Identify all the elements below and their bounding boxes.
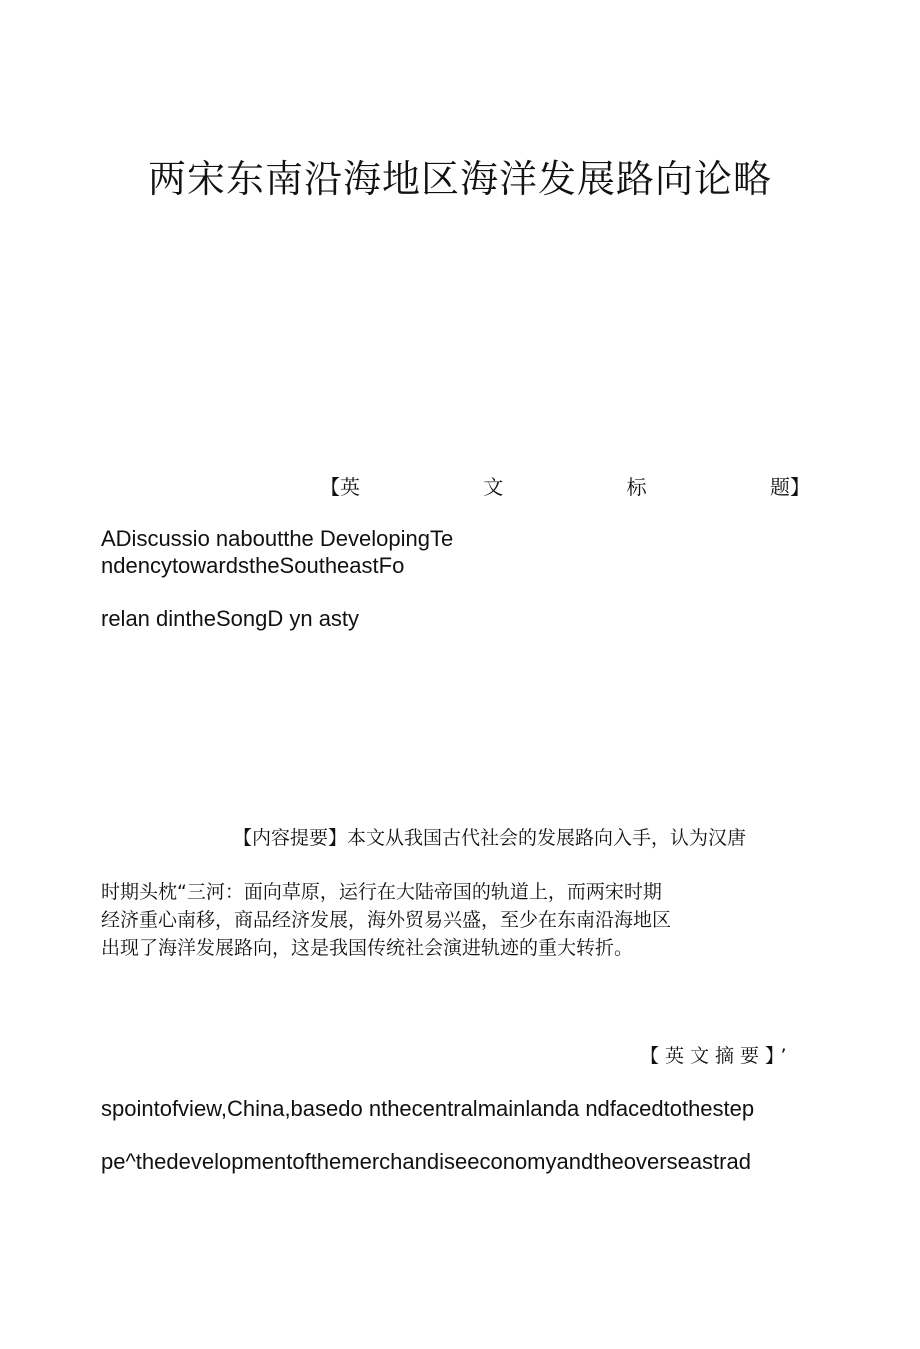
english-title-line: ADiscussio naboutthe DevelopingTe — [101, 526, 454, 551]
english-abstract-line: pe^thedevelopmentofthemerchandiseeconomyandtheoverseastrad — [101, 1149, 751, 1174]
abstract-line: 出现了海洋发展路向，这是我国传统社会演进轨迹的重大转折。 — [101, 937, 634, 959]
heading-char: 标 — [626, 475, 647, 499]
english-abstract-line: spointofview,China,basedo nthecentralmainlanda ndfacedtothestep — [101, 1096, 755, 1121]
english-abstract-heading: 【英文摘要】’ — [640, 1045, 793, 1067]
abstract-heading-line: 【内容提要】本文从我国古代社会的发展路向入手，认为汉唐 — [233, 827, 747, 849]
abstract-line: 时期头枕“三河：面向草原，运行在大陆帝国的轨道上，而两宋时期 — [101, 881, 662, 903]
heading-char: 题】 — [769, 475, 810, 499]
abstract-line: 经济重心南移，商品经济发展，海外贸易兴盛，至少在东南沿海地区 — [101, 909, 672, 931]
heading-char: 【英 — [320, 475, 360, 499]
english-title-heading — [320, 471, 810, 500]
heading-char: 文 — [483, 475, 504, 499]
english-title-line: ndencytowardstheSoutheastFo — [101, 553, 405, 578]
page-title: 两宋东南沿海地区海洋发展路向论略 — [147, 157, 772, 201]
english-title-line: relan dintheSongD yn asty — [101, 606, 360, 631]
